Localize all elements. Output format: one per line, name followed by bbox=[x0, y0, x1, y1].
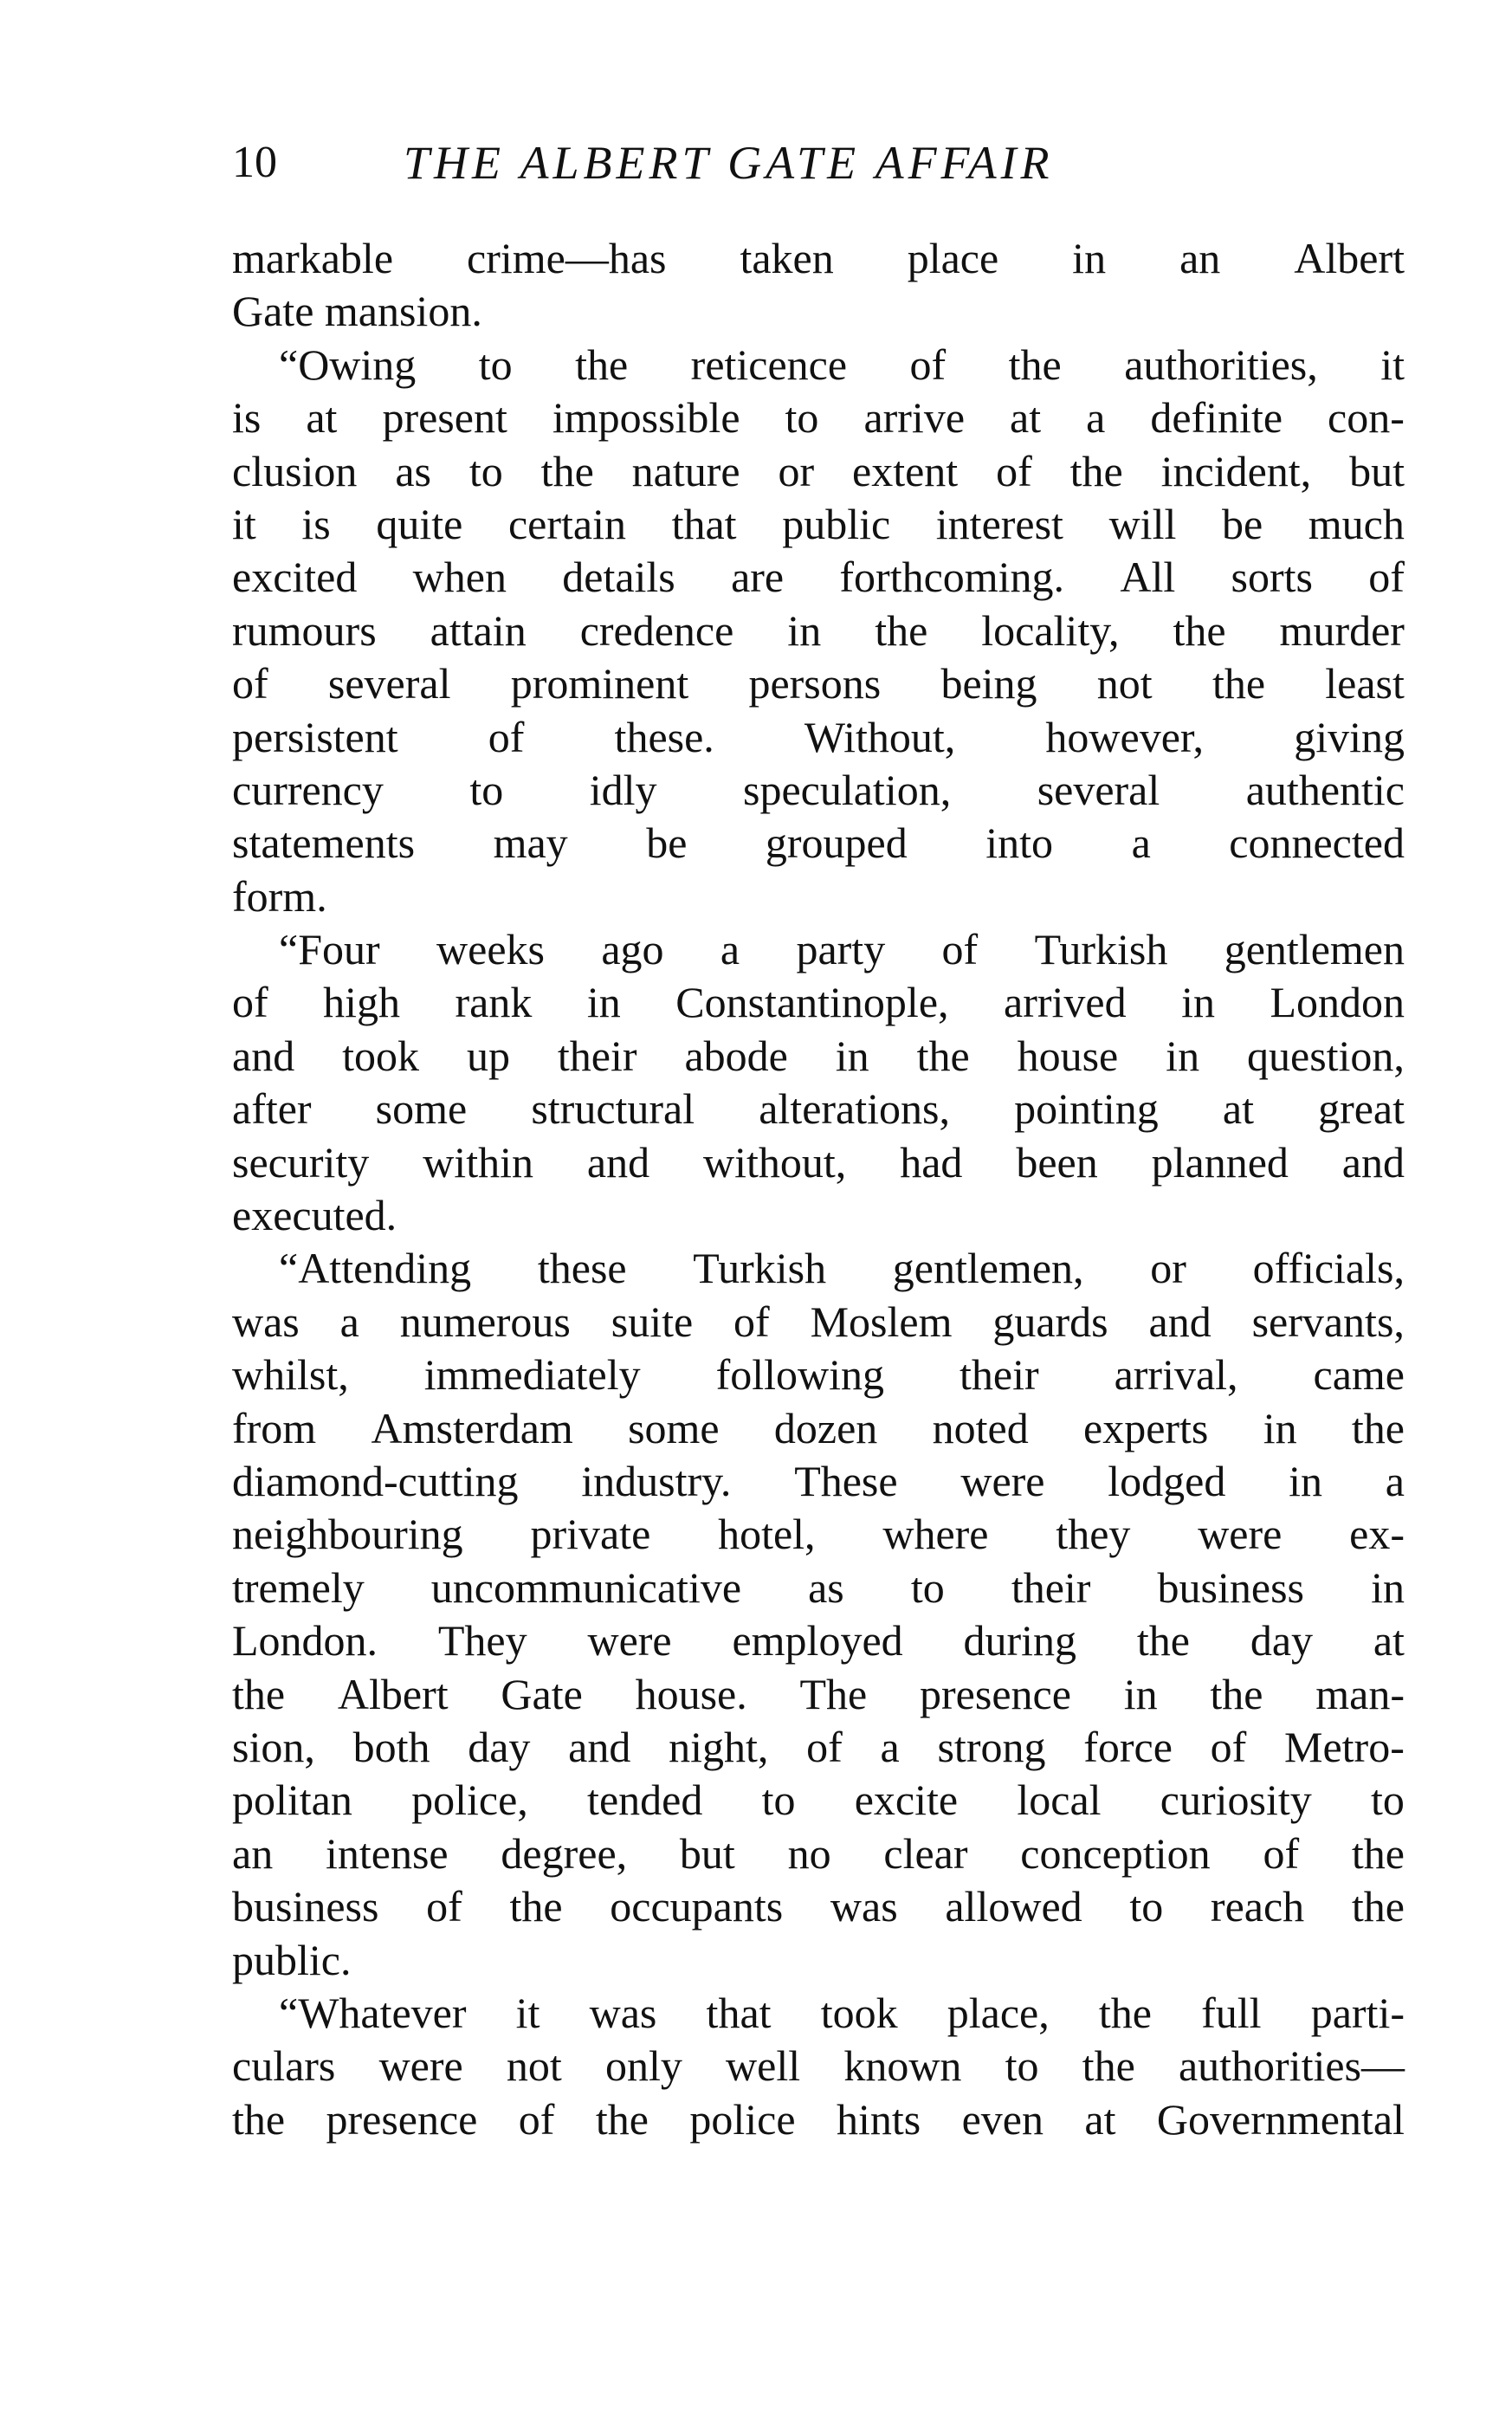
body-text bbox=[232, 232, 1405, 2146]
text-line: persistent of these. Without, however, giving bbox=[232, 712, 1405, 761]
text-line: form. bbox=[232, 871, 327, 921]
text-line: rumours attain credence in the locality, the murder bbox=[232, 605, 1405, 655]
text-line: “Owing to the reticence of the authorities, it bbox=[279, 340, 1405, 389]
text-line: security within and without, had been planned and bbox=[232, 1137, 1405, 1187]
page-header bbox=[232, 128, 1405, 197]
text-line: neighbouring private hotel, where they were ex- bbox=[232, 1510, 1405, 1559]
text-line: London. They were employed during the day at bbox=[232, 1616, 1405, 1666]
running-title: THE ALBERT GATE AFFAIR bbox=[404, 137, 1054, 189]
page-number: 10 bbox=[232, 138, 277, 187]
text-line: clusion as to the nature or extent of the incident, but bbox=[232, 446, 1405, 495]
text-line: whilst, immediately following their arrival, came bbox=[232, 1350, 1405, 1400]
text-line: diamond-cutting industry. These were lodged in a bbox=[232, 1456, 1405, 1505]
text-line: business of the occupants was allowed to reach the bbox=[232, 1882, 1405, 1931]
text-line: it is quite certain that public interest will be much bbox=[232, 499, 1405, 548]
text-line: was a numerous suite of Moslem guards and servants, bbox=[232, 1297, 1405, 1346]
text-line: executed. bbox=[232, 1191, 397, 1240]
text-line: “Attending these Turkish gentlemen, or officials, bbox=[279, 1244, 1405, 1293]
text-line: of high rank in Constantinople, arrived in London bbox=[232, 978, 1405, 1027]
text-line: “Four weeks ago a party of Turkish gentlemen bbox=[279, 925, 1405, 974]
text-line: is at present impossible to arrive at a definite con- bbox=[232, 393, 1405, 443]
text-line: public. bbox=[232, 1935, 352, 1984]
text-line: the Albert Gate house. The presence in the man- bbox=[232, 1669, 1405, 1718]
text-line: statements may be grouped into a connected bbox=[232, 818, 1405, 868]
text-line: markable crime—has taken place in an Albert bbox=[232, 234, 1405, 282]
text-line: after some structural alterations, pointing at great bbox=[232, 1084, 1405, 1134]
text-line: of several prominent persons being not the least bbox=[232, 659, 1405, 708]
text-line: politan police, tended to excite local curiosity to bbox=[232, 1775, 1405, 1825]
text-line: and took up their abode in the house in question, bbox=[232, 1031, 1405, 1080]
text-line: “Whatever it was that took place, the full parti- bbox=[279, 1988, 1405, 2037]
text-line: an intense degree, but no clear conception of the bbox=[232, 1828, 1405, 1878]
text-line: excited when details are forthcoming. All sorts of bbox=[232, 553, 1405, 602]
text-line: the presence of the police hints even at Governmental bbox=[232, 2094, 1405, 2144]
text-line: sion, both day and night, of a strong force of Metro- bbox=[232, 1722, 1405, 1771]
text-line: tremely uncommunicative as to their business in bbox=[232, 1562, 1405, 1612]
text-line: currency to idly speculation, several authentic bbox=[232, 765, 1405, 814]
text-line: culars were not only well known to the authorities— bbox=[232, 2041, 1405, 2091]
text-line: from Amsterdam some dozen noted experts in the bbox=[232, 1403, 1405, 1452]
text-line: Gate mansion. bbox=[232, 287, 482, 336]
